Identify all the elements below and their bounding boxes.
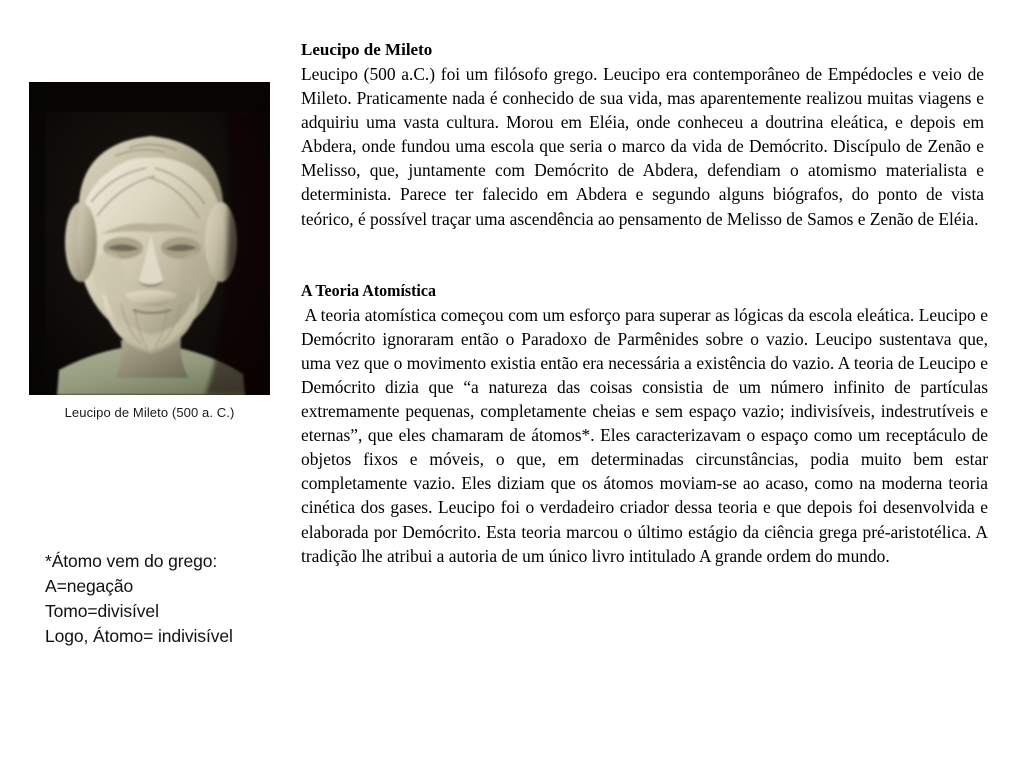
section-spacer	[301, 231, 987, 279]
note-line-1: *Átomo vem do grego:	[45, 551, 218, 571]
figure-caption: Leucipo de Mileto (500 a. C.)	[64, 405, 235, 420]
note-line-2: A=negação	[45, 576, 134, 596]
section-paragraph-leucipo: Leucipo (500 a.C.) foi um filósofo grego. Leucipo era contemporâneo de Empédocles e veio de Mileto. Praticamente nada é conhecido de sua vida, mas aparentemente realizou muitas viagens e adquiriu uma vasta cultura. Morou em Eléia, onde conheceu a doutrina eleática, e depois em Abdera, onde fundou uma escola que seria o marco da vida de Demócrito. Discípulo de Zenão e Melisso, que, juntamente com Demócrito de Abdera, defendiam o atomismo materialista e determinista. Parece ter falecido em Abdera e segundo alguns biógrafos, do ponto de vista teórico, é possível traçar uma ascendência ao pensamento de Melisso de Samos e Zenão de Eléia.	[301, 64, 984, 229]
article-body	[301, 38, 987, 568]
etymology-note	[45, 549, 295, 649]
section-heading-teoria-atomistica: A Teoria Atomística	[301, 280, 436, 300]
section-paragraph-teoria-atomistica: A teoria atomística começou com um esforço para superar as lógicas da escola eleática. Leucipo e Demócrito ignoraram então o Paradoxo de Parmênides sobre o vazio. Leucipo sustentava que, uma vez que o movimento existia então era necessária a existência do vazio. A teoria de Leucipo e Demócrito dizia que “a natureza das coisas consistia de um número infinito de partículas extremamente pequenas, completamente cheias e sem espaço vazio; indivisíveis, indestrutíveis e eternas”, que eles chamaram de átomos*. Eles caracterizavam o espaço como um receptáculo de objetos fixos e móveis, o que, em determinadas circunstâncias, podia muito bem estar completamente vazio. Eles diziam que os átomos moviam-se ao acaso, como na moderna teoria cinética dos gases. Leucipo foi o verdadeiro criador dessa teoria e que depois foi desenvolvida e elaborada por Demócrito. Esta teoria marcou o último estágio da ciência grega pré-aristotélica. A tradição lhe atribui a autoria de um único livro intitulado A grande ordem do mundo.	[301, 304, 988, 566]
note-line-3: Tomo=divisível	[45, 601, 159, 621]
bust-photo-illustration	[29, 82, 270, 395]
section-heading-leucipo: Leucipo de Mileto	[301, 40, 433, 59]
figure-leucipo	[29, 82, 270, 420]
bust-photo	[29, 82, 270, 395]
note-line-4: Logo, Átomo= indivisível	[45, 626, 233, 646]
